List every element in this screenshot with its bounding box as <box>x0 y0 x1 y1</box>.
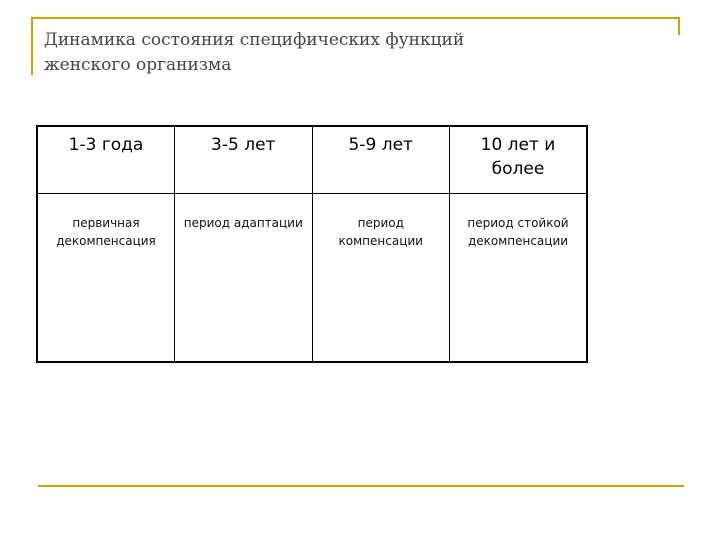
slide-title-line-2: женского организма <box>44 55 232 75</box>
header-cell-3-5-years: 3-5 лет <box>175 126 313 194</box>
bottom-decor-line <box>38 485 684 487</box>
right-decor-line <box>678 17 680 35</box>
table-header-row <box>37 126 587 194</box>
header-cell-10-plus-years: 10 лет и более <box>450 126 588 194</box>
top-decor-line <box>32 17 680 19</box>
cell-primary-decompensation: первичная декомпенсация <box>37 194 175 363</box>
cell-adaptation-period: период адаптации <box>175 194 313 363</box>
left-decor-line <box>31 17 33 75</box>
cell-persistent-decompensation: период стойкой декомпенсации <box>450 194 588 363</box>
periods-table <box>36 125 588 363</box>
slide-title <box>44 28 604 78</box>
header-cell-1-3-years: 1-3 года <box>37 126 175 194</box>
header-cell-5-9-years: 5-9 лет <box>312 126 450 194</box>
table-row <box>37 194 587 363</box>
cell-compensation-period: период компенсации <box>312 194 450 363</box>
slide-title-line-1: Динамика состояния специфических функций <box>44 30 465 50</box>
